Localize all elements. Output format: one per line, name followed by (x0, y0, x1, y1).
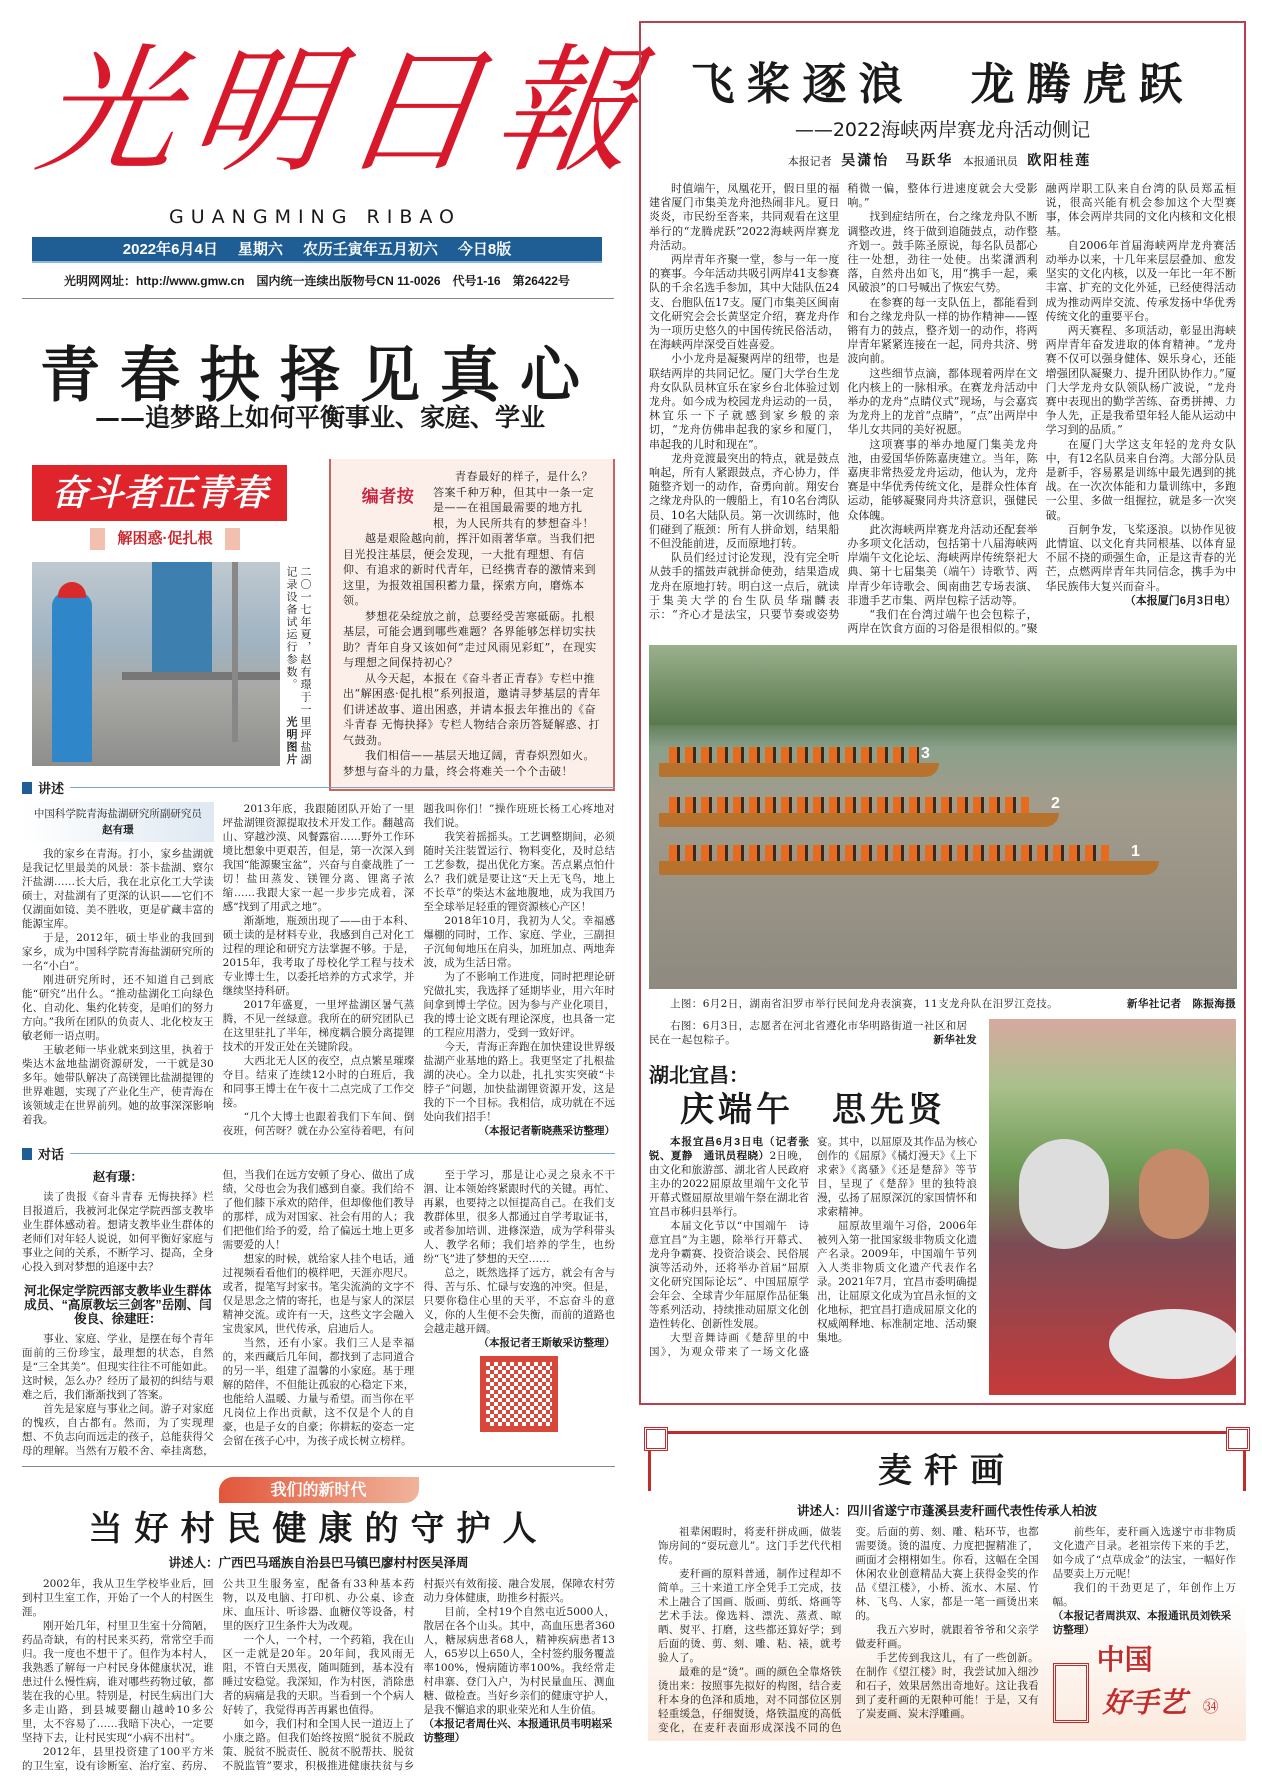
paragraph: 在参赛的每一支队伍上，都能看到和台之缘龙舟队一样的协作精神——铿锵有力的鼓点，整齐划一的动作，将两岸青年紧紧连接在一起，同舟共济、劈波向前。 (847, 295, 1038, 366)
section-marker (22, 1148, 32, 1160)
caption-credit: 新华社记者 陈振海摄 (1127, 997, 1236, 1010)
paragraph: 总之，既然选择了远方，就会有舍与得、苦与乐、忙碌与安逸的冲突。但是，只要你稳住心里的天平，不忘奋斗的意义，你的人生便不会失衡，而前的道路也会越走越开阔。 (423, 1267, 615, 1335)
section-header-dialogue (22, 1144, 615, 1163)
paragraph: 最难的是“烫”。画的颜色全靠烙铁烫出来：按照事先拟好的构图，结合麦秆本身的色泽和质地，对不同部位区别轻重缓急，仔细熨烫，烙铁温度的高低变化，在麦秆表面形成深浅不同的色变。后面的剪、刻、雕、粘环节，也都需要烫。烫的温度、力度把握精准了，画面才会栩栩如生。你看，这幅在全国休闲农业创意精品大赛上获得金奖的作品《望江楼》，小桥、流水、木屋、竹林、飞鸟、人家，都是一笔一画烫出来的。 (658, 1525, 1039, 1734)
cn-number: 国内统一连续出版物号CN 11-0026 (256, 274, 441, 288)
paragraph: 越是艰险越向前，挥汗如雨著华章。当我们把目光投注基层，便会发现，一大批有理想、有信仰、有追求的新时代青年，已经携青春的激情来到这里，为报效祖国积蓄力量，探索方向，磨炼本领。 (343, 532, 596, 607)
publication-info (32, 272, 602, 289)
masthead-pinyin: GUANGMING RIBAO (169, 206, 461, 228)
paragraph: 屈原故里端午习俗，2006年被列入第一批国家级非物质文化遗产名录。2009年，中国端午节列入人类非物质文化遗产代表作名录。2021年7月，宜昌市委明确提出，让屈原文化成为宜昌永恒的文化地标，把宜昌打造成屈原文化的权威阐释地、标准制定地、活动聚集地。 (817, 1219, 977, 1344)
dateline: 本报宜昌6月3日电（记者张锐、夏静 通讯员程晓） (649, 1135, 809, 1162)
paragraph: 梦想花朵绽放之前，总要经受苦寒砥砺。扎根基层，可能会遇到哪些难题？各界能够怎样切实扶助？青年自身又该如何“走过风雨见彩虹”，在现实与理想之间保持初心？ (343, 609, 597, 669)
paragraph: 我的家乡在青海。打小，家乡盐湖就是我记忆里最美的风景：茶卡盐湖、察尔汗盐湖……长大后，我在北京化工大学读硕士，对盐湖有了更深的认识——它们不仅湖面如镜、美不胜收，更是矿藏丰富的能源宝库。 (22, 848, 214, 930)
paragraph: 祖辈闲暇时，将麦秆拼成画，做装饰房间的“耍玩意儿”。这门手艺代代相传。 (658, 1525, 842, 1566)
right-column (639, 21, 1246, 1741)
section-header-narrative (22, 778, 615, 797)
editor-note (329, 459, 615, 791)
editor-note-label: 编者按 (361, 487, 415, 507)
yichang-kicker: 湖北宜昌： (649, 1062, 749, 1087)
photo-caption: 二〇一七年夏，赵有璟于一里坪盐湖记录设备试运行参数。 (285, 566, 312, 766)
page-count: 今日8版 (457, 241, 512, 258)
paragraph: 2002年，我从卫生学校毕业后，回到村卫生室工作，开始了一个人的村医生涯。 (22, 1578, 214, 1618)
paragraph: 手艺传到我这儿，有了一些创新。在制作《望江楼》时，我尝试加入细沙和石子，效果居然出奇地好。这让我看到了麦秆画的无限种可能！于是，又有了炭麦画、炭末浮雕画。 (855, 1651, 1039, 1720)
correspondent-name: 欧阳桂莲 (1027, 153, 1092, 169)
straw-painting-speaker: 讲述人：四川省遂宁市蓬溪县麦秆画代表性传承人柏波 (796, 1502, 1097, 1518)
column-banner: 奋斗者正青春 (32, 465, 287, 521)
paragraph: 目前，全村19个自然屯近5000人，散居在各个山头。其中，高血压患者360人，糖尿病患者68人，精神疾病患者13人，65岁以上650人，全村签约服务覆盖率100%，慢病随访率100%。我经常走村串寨、登门入户，为村民量血压、测血糖、做检查。当好乡亲们的健康守护人，是我不懈追求的职业荣光和人生价值。 (423, 1606, 615, 1716)
village-doctor-headline: 当好村民健康的守护人 (88, 1509, 549, 1549)
paragraph: 从今天起，本报在《奋斗者正青春》专栏中推出“解困惑·促扎根”系列报道，邀请寻梦基层的青年们讲述故事、道出困惑，并请本报去年推出的《奋斗青春 无悔抉择》专栏人物结合亲历答疑解惑、打气鼓劲。 (343, 671, 601, 747)
qr-code[interactable] (480, 1356, 558, 1432)
article-credit: （本报记者靳晓燕采访整理） (478, 1125, 615, 1137)
caption-credit: 新华社发 (933, 1033, 977, 1046)
lunar-date: 农历壬寅年五月初六 (302, 241, 438, 258)
logo-text: 中国 (1096, 1642, 1153, 1676)
rowers (669, 797, 1029, 815)
caption-text: 上图：6月2日，湖南省汨罗市举行民间龙舟表演赛，11支龙舟队在汨罗江竞技。 (670, 997, 1059, 1010)
tank (152, 562, 212, 672)
salt-lake-photo (32, 562, 280, 766)
yichang-story (649, 1019, 977, 1359)
pipe (122, 672, 280, 680)
paragraph: 时值端午，凤凰花开，假日里的福建省厦门市集美龙舟池热闹非凡。夏日炎炎，市民纷至沓来，共同观看在这里举行的“龙腾虎跃”2022海峡两岸赛龙舟活动。 (649, 182, 840, 252)
narrative-article (22, 802, 615, 1138)
issue-number: 第26422号 (512, 274, 570, 288)
boat-number: 2 (1051, 794, 1060, 812)
straw-painting-article (648, 1525, 1246, 1735)
zongzi-photo (989, 1019, 1236, 1395)
newspaper-logo: 光明日報 (28, 31, 660, 192)
dragon-boat-headline: 飞桨逐浪 龙腾虎跃 (690, 59, 1195, 110)
paragraph: 如今，我们村和全国人民一道迈上了小康之路。但我们始终按照“脱贫不脱政策、脱贫不脱责任、脱贫不脱帮扶、脱贫不脱监管”要求，积极推进健康扶贫与乡村振兴有效衔接、融合发展，保障农村劳动力身体健康，助推乡村振兴。 (222, 1578, 615, 1772)
paragraph: “几个大博士也跟着我们下车间、倒夜班，何苦呀？就在办公室待着吧，有问题我叫你们！”操作班班长杨工心疼地对我们说。 (222, 803, 615, 1137)
article-credit: （本报记者王斯敏采访整理） (478, 1337, 615, 1349)
paragraph: 本届文化节以“中国端午 诗意宜昌”为主题，除举行开幕式、龙舟争霸赛、投资洽谈会、民俗展演等活动外，还将举办首届“屈原文化研究国际论坛”、中国屈原学会年会、全球青少年屈原作品征集等系列活动，持续推动屈原文化创造性转化、创新性发展。 (649, 1219, 809, 1330)
dragon-boat-article (649, 182, 1236, 637)
paragraph: 一个人，一个村，一个药箱，我在山区一走就是20年。20年间，我风雨无阻，不管白天黑夜，随叫随到，基本没有睡过安稳觉。我深知，作为村医，消除患者的病痛是我的天职。当看到一个个病人好转了，我觉得再苦再累也值得。 (222, 1634, 415, 1716)
reporter-names: 吴潇怡 马跃华 (841, 153, 954, 169)
boat-number: 1 (1131, 842, 1140, 860)
paragraph: 我五六岁时，就跟着爷爷和父亲学做麦秆画。 (855, 1623, 1039, 1650)
paragraph: 2018年10月，我初为人父。幸福感爆棚的同时，工作、家庭、学业，三副担子沉甸甸地压在肩头，加班加点、两地奔波，成为生活日常。 (423, 915, 615, 969)
paragraph: 我笑着摇摇头。工艺调整期间，必须随时关注装置运行、物料变化，及时总结工艺参数，提出优化方案。苦点累点怕什么？我们就是要让这“天上无飞鸟，地上不长草”的柴达木盆地腹地，成为我国乃至全球举足轻重的锂资源核心产区！ (423, 831, 615, 913)
paragraph: 这些细节点滴，都体现着两岸在文化内核上的一脉相承。在赛龙舟活动中举办的龙舟“点睛仪式”现场，与会嘉宾为龙舟上的龙首“点睛”，“点”出两岸中华儿女共同的美好祝愿。 (847, 366, 1038, 437)
paragraph: 2013年底，我跟随团队开始了一里坪盐湖锂资源提取技术开发工作。翻越高山、穿越沙漠、风餐露宿……野外工作环境比想象中更艰苦，但是，第一次深入到我国“能源聚宝盆”，兴奋与自豪战胜了一切！盐田蒸发、镁锂分离、锂离子浓缩……我跟大家一起一步步完成着，深感“找到了用武之地”。 (222, 803, 415, 913)
answer-speaker: 河北保定学院西部支教毕业生群体成员、“高原教坛三剑客”岳刚、闫俊良、徐建旺： (24, 1284, 212, 1326)
section-label: 对话 (38, 1148, 65, 1163)
photo-credit: 光明图片 (284, 716, 298, 770)
paragraph: 刚进研究所时，还不知道自己到底能“研究”出什么。“推动盐湖化工向绿色化、自动化、集约化转变，是咱们的努力方向。”我所在团队的负责人、北化校友王敏老师一语点明。 (22, 974, 214, 1042)
lead-headline: 青春抉择见真心 (40, 341, 600, 411)
paragraph: 两岸青年齐聚一堂，参与一年一度的赛事。今年活动共吸引两岸41支参赛队的千余名选手参加，其中大陆队伍24支、台胞队伍17支。厦门市集美区闽南文化研究会会长黄坚定介绍，赛龙舟作为一项历史悠久的中国传统民俗活动，在海峡两岸深受百姓喜爱。 (649, 253, 840, 352)
series-label: 解困惑·促扎根 (90, 528, 240, 550)
paragraph: 大西北无人区的夜空，点点繁星璀璨夺目。结束了连续12小时的白班后，我和同事王博士在午夜十二点完成了工作交接。 (222, 1055, 415, 1109)
straw-painting-section (648, 1431, 1246, 1741)
paragraph: 此次海峡两岸赛龙舟活动还配套举办多项文化活动，包括第十八届海峡两岸端午文化论坛、海峡两岸传统祭祀大典、第十七届集美（端午）诗歌节、两岸青少年诗歌会、闽南曲艺专场表演、非遗手艺市集、两岸包粽子活动等。 (847, 522, 1038, 607)
paragraph: 麦秆画的原料普通，制作过程却不简单。三十来道工序全凭手工完成，技术上融合了国画、版画、剪纸、烙画等艺术手法。像选料、漂洗、蒸煮、晾晒、熨平、打磨，这些都还算好学；到后面的烫、剪、刻、雕、粘、裱，就考验人了。 (658, 1567, 842, 1664)
caption-text: 右图：6月3日，志愿者在河北省遵化市华明路街道一社区和居民在一起包粽子。 (649, 1019, 968, 1046)
boat-number: 3 (921, 744, 930, 762)
dragon-boat (659, 763, 939, 777)
section-marker (22, 782, 32, 794)
rowers (669, 747, 919, 765)
section-label: 讲述 (38, 782, 65, 797)
paragraph: 于是，2012年，硕士毕业的我回到家乡，成为中国科学院青海盐湖研究所的一名“小白”。 (22, 932, 214, 972)
tree-line (649, 645, 1237, 725)
paragraph: 这项赛事的举办地厦门集美龙舟池，由爱国华侨陈嘉庚建立。当年，陈嘉庚非常热爱龙舟运动，他认为，龙舟赛是中华优秀传统文化，是群众性体育运动，能够凝聚同舟共济意识，强健民众体魄。 (847, 437, 1038, 522)
lead-subheadline: ——追梦路上如何平衡事业、家庭、学业 (94, 403, 545, 432)
paragraph: 2012年，县里投资建了100平方米的卫生室，设有诊断室、治疗室、药房、公共卫生服务室，配备有33种基本药物，以及电脑、打印机、办公桌、诊查床、血压计、听诊器、血糖仪等设备，村里的医疗卫生条件大为改观。 (22, 1578, 415, 1772)
column-number: ㉞ (1202, 1696, 1219, 1716)
feature-frame (639, 21, 1246, 1405)
paragraph: 想家的时候，就给家人挂个电话，通过视频看看他们的模样吧，天涯亦咫尺。或者，提笔写封家书。笔尖流淌的文字不仅是思念之情的寄托，也是与家人的深层精神交流。或许有一天，这些文字会融入宝贵家风，世代传承，启迪后人。 (222, 1253, 415, 1335)
paragraph: 找到症结所在，台之缘龙舟队不断调整改进，终于做到追随鼓点，动作整齐划一。鼓手陈圣原说，每名队员都心往一处想，劲往一处使。出桨潇洒利落，自然舟出如飞，用“携手一起，乘风破浪”的口号喊出了恢宏气势。 (847, 210, 1038, 295)
paragraph: 刚开始几年，村里卫生室十分简陋，药品奇缺，有的村民来买药，常常空手而归。我一度也不想干了。但作为本村人，我熟悉了解每一户村民身体健康状况，谁患过什么慢性病，谁对哪些药物过敏，都装在我的心里。特别是，村民生病出门大多走山路，到县城要翻山越岭10多公里，太不容易了……我暗下决心，一定要坚持下去，让村民实现“小病不出村”。 (22, 1620, 214, 1744)
postal-code: 代号1-16 (452, 274, 501, 288)
paragraph: 大型音舞诗画《楚辞里的中国》，为观众带来了一场文化盛宴。其中，以屈原及其作品为核心创作的《屈原》《橘灯漫天》《上下求索》《离骚》《还是楚辞》等节目，呈现了《楚辞》里的独特浪漫，弘扬了屈原深沉的家国情怀和求索精神。 (649, 1135, 977, 1358)
paragraph: 事业、家庭、学业，是摆在每个青年面前的三份珍宝，最理想的状态，自然是“三全其美”。但现实往往不可能如此。这时候，怎么办？经历了最初的纠结与艰难之后，我们渐渐找到了答案。 (22, 1333, 214, 1401)
zongzi-caption (649, 1019, 977, 1047)
chinese-knot-icon (1053, 1663, 1089, 1723)
paragraph: 前些年，麦秆画入选遂宁市非物质文化遗产目录。老祖宗传下来的手艺，如今成了“点草成金”的法宝，一幅好作品要卖上万元呢！ (1052, 1525, 1236, 1580)
weekday: 星期六 (237, 241, 283, 258)
rowers (669, 845, 1109, 863)
paragraph: 龙舟竞渡最突出的特点，就是鼓点响起，所有人紧跟鼓点，齐心协力，伴随整齐划一的动作，奋勇向前。翔安台之缘龙舟队的一艘船上，有10名台湾队员、10名大陆队员。第一次训练时，他们碰到了瓶颈：所有人拼命划，结果船不但没能前进，反而原地打转。 (649, 451, 840, 551)
paragraph: 首先是家庭与事业之间。游子对家庭的愧疚，自古都有。然而，为了实现理想、不负志向而远走的孩子，总能获得父母的理解。当然有万般不舍、牵挂离愁，但，当我们在远方安顿了身心、做出了成绩，父母也会为我们感到自豪。我们给不了他们膝下承欢的陪伴，但却像他们教导的那样，成为对国家、社会有用的人；我们把他们给予的爱，给了偏远土地上更多需要爱的人！ (22, 1169, 415, 1457)
yichang-headline: 庆端午 思先贤 (680, 1089, 946, 1130)
paragraph: 至于学习，那是让心灵之泉永不干涸、让本领始终紧跟时代的关键。再忙、再累，也要持之以恒提高自己。在我们支教群体里，很多人都通过自学考取证书，或者参加培训、进修深造，成为学科带头人、教学名师；我们培养的学生，也纷纷“飞”进了梦想的天空…… (423, 1169, 615, 1265)
logo-text: 好手艺 (1102, 1685, 1187, 1719)
village-doctor-speaker: 讲述人：广西巴马瑶族自治县巴马镇巴廖村村医吴泽周 (168, 1555, 469, 1570)
dragon-boat-byline (649, 149, 1236, 174)
hard-hat (58, 582, 86, 598)
column-badge: 我们的新时代 (219, 1477, 419, 1503)
paragraph: 2日晚，由文化和旅游部、湖北省人民政府主办的2022屈原故里端午文化节开幕式暨屈原故里端午祭在湖北省宜昌市秭归县举行。 (649, 1149, 810, 1218)
paragraph: 在厦门大学这支年轻的龙舟女队中，有12名队员来自台湾。大部分队员是新手，容易累是训练中最先遇到的挑战。在一次次体能和力量训练中，多跑一公里、多做一组握拉，就是多一次突破。 (1045, 437, 1236, 522)
paragraph: 2017年盛夏，一里坪盐湖区暑气蒸腾，不见一丝绿意。我所在的研究团队已在这里驻扎了半年，梯度耦合膜分离提锂技术的开发正处在关键阶段。 (222, 999, 415, 1053)
good-craft-column-logo (1053, 1643, 1236, 1735)
website-link[interactable]: 光明网网址：http://www.gmw.cn (64, 274, 245, 288)
paragraph: “我们在台湾过端午也会包粽子，两岸在饮食方面的习俗是很相似的。”聚融两岸职工队来自台湾的队员郑孟桓说，很高兴能有机会参加这个大型赛事，体会两岸共同的文化内核和文化根基。 (847, 182, 1236, 636)
yichang-article (649, 1135, 977, 1359)
paragraph: 自2006年首届海峡两岸龙舟赛活动举办以来，十几年来层层叠加、愈发坚实的文化内核，以及一年比一年不断丰富、扩充的文化外延，已经使得活动成为推动两岸交流、传承发扬中华优秀传统文化的重要平台。 (1045, 238, 1236, 323)
question-speaker: 赵有璟： (92, 1170, 143, 1184)
dragon-boat (659, 861, 1159, 875)
paragraph: 两天赛程、多项活动，彰显出海峡两岸青年奋发进取的体育精神。“龙舟赛不仅可以强身健体、娱乐身心，还能增强团队凝聚力、提升团队协作力。”厦门大学龙舟女队领队杨广波说，“龙舟赛中表现出的勤学苦练、奋勇拼搏、力争人先，正是我希望年轻人能从运动中学习到的品质。” (1045, 324, 1236, 437)
paragraph: 小小龙舟是凝聚两岸的纽带，也是联结两岸的共同记忆。厦门大学台生龙舟女队队员林宜乐在家乡台北体验过划龙舟。如今成为校园龙舟运动的一员，林宜乐一下子就感到家乡般的亲切，“龙舟仿佛串起我的家乡和厦门，串起我的儿时和现在”。 (649, 352, 840, 451)
left-column (22, 772, 615, 1773)
pipe (232, 562, 238, 742)
village-doctor-article (22, 1577, 615, 1773)
article-credit: （本报记者周洪双、本报通讯员刘铁采访整理） (1052, 1609, 1232, 1636)
elderly-woman (1019, 1139, 1109, 1249)
paragraph: 我们的干劲更足了，年创作上万幅。 (1052, 1581, 1236, 1608)
paragraph: 今天，青海正奔跑在加快建设世界级盐湖产业基地的路上。我更坚定了扎根盐湖的决心。全力以赴，扎扎实实突破“卡脖子”问题，加快盐湖锂资源开发，这是我的下一个目标。我相信，成功就在不远处向我们招手！ (423, 1041, 615, 1123)
paragraph: 当然，还有小家。我们三人是幸福的，来西藏后几年间，都找到了志同道合的另一半，组建了温馨的小家庭。基于理解的陪伴，不但能让孤寂的心稳定下来，也能给人温暖、力量与希望。而当你在平凡岗位上作出贡献，这不仅是个人的自豪，也是子女的自豪；你耕耘的姿态一定会留在孩子心中，为孩子成长树立榜样。 (222, 1337, 415, 1447)
question: 读了贵报《奋斗青春 无悔抉择》栏目报道后，我被河北保定学院西部支教毕业生群体感动着。想请支教毕业生群体的老师们对年轻人说说，如何平衡好家庭与事业之间的关系，不断学习、提高，全身心投入到对梦想的追逐中去？ (22, 1191, 214, 1273)
dragon-boat-photo (649, 645, 1237, 989)
volunteer (1139, 1149, 1209, 1239)
masthead-divider (22, 298, 614, 299)
author-byline (22, 802, 214, 842)
dragon-boat-subheadline: ——2022海峡两岸赛龙舟活动侧记 (794, 119, 1091, 141)
article-credit: （本报记者周仕兴、本报通讯员韦明崧采访整理） (423, 1718, 613, 1744)
section-divider (22, 1466, 615, 1467)
issue-date: 2022年6月4日 (122, 241, 218, 258)
paragraph: 渐渐地，瓶颈出现了——由于本科、硕士读的是材料专业，我感到自己对化工过程的理论和研究方法掌握不够。于是，2015年，我考取了母校化学工程与技术专业博士生，以委托培养的方式求学，并继续坚持科研。 (222, 915, 415, 997)
dragon-boat (659, 813, 1059, 827)
author-name: 赵有璟 (102, 824, 134, 836)
paragraph: 王敏老师一毕业就来到这里，执着于柴达木盆地盐湖资源研发，一干就是30多年。她带队解决了高镁锂比盐湖提锂的世界难题，实现了产业化生产，使青海在该领域走在世界前列。她的故事深深影响着我。 (22, 1044, 214, 1126)
worker-figure (52, 592, 92, 762)
paragraph: 队员们经过讨论发现，没有完全听从鼓手的擂鼓声就拼命使劲，结果造成龙舟在原地打转。明白这一点后，就读于集美大学的台生队员华瑞麟表示：“齐心才是法宝，只要节奏或姿势稍微一偏，整体行进速度就会大受影响。” (649, 182, 1038, 622)
paragraph: 我们相信——基层天地辽阔，青春炽烈如火。梦想与奋斗的力量，终会将难关一个个击破！ (343, 749, 595, 778)
author-title: 中国科学院青海盐湖研究所副研究员 (33, 808, 202, 820)
straw-painting-headline: 麦秆画 (878, 1450, 1016, 1491)
dialogue-article (22, 1168, 615, 1458)
dragon-boat-caption (649, 997, 1236, 1011)
yichang-row (649, 1019, 1236, 1395)
byline-label: 本报通讯员 (962, 155, 1018, 168)
paragraph: 百舸争发，飞桨逐浪。以协作见彼此情谊、以文化育共同根基、以体育显不屈不挠的顽强生命，正是这青春的光芒，点燃两岸青年共同信念，携手为中华民族伟大复兴而奋斗。 (1045, 522, 1236, 593)
bowl (1109, 1309, 1236, 1379)
date-bar (32, 237, 602, 263)
article-credit: （本报厦门6月3日电） (1124, 594, 1236, 607)
paragraph: 青春最好的样子，是什么？答案千种万种，但其中一条一定是——在祖国最需要的地方扎根，为人民所共有的梦想奋斗！ (433, 470, 594, 530)
paragraph: 为了不影响工作进度，同时把理论研究做扎实，我选择了延期毕业，用六年时间拿到博士学位。因为参与产业化项目，我的博士论文既有理论深度，也具备一定的工程应用潜力，受到一致好评。 (423, 971, 615, 1039)
byline-label: 本报记者 (787, 155, 832, 168)
